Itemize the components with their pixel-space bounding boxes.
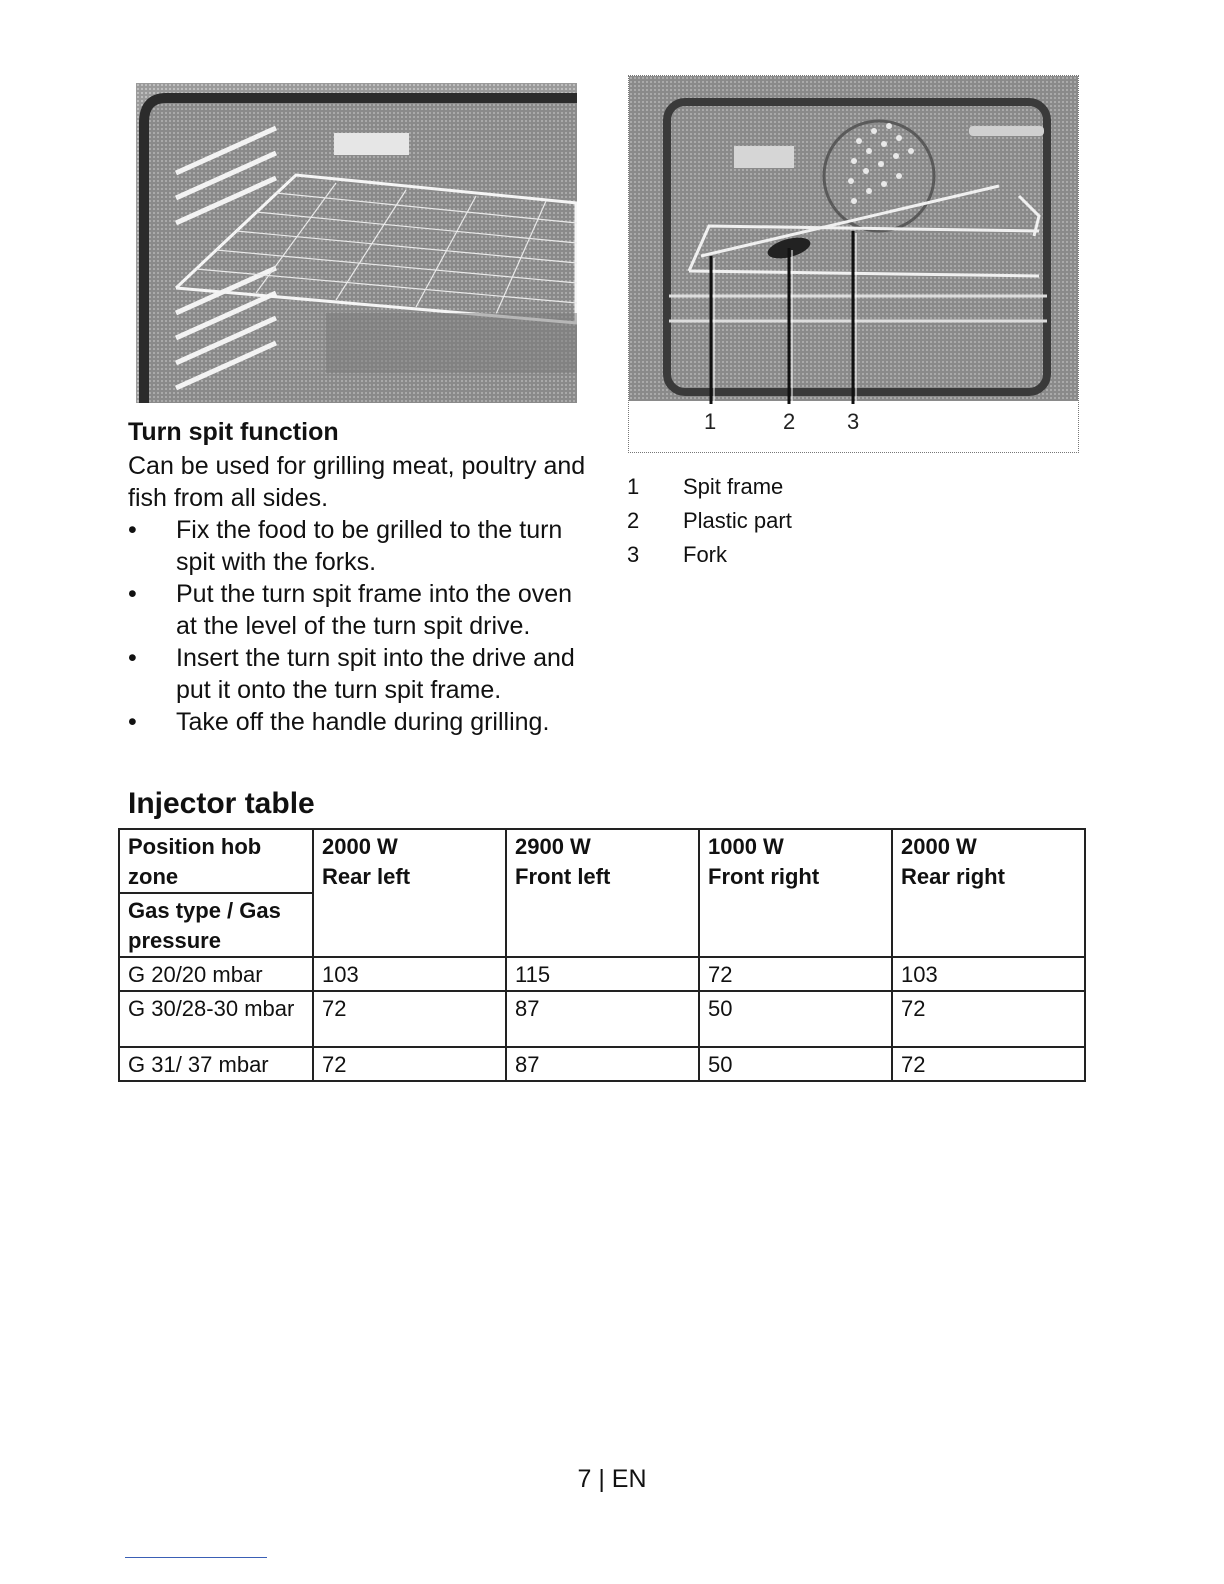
turn-spit-heading: Turn spit function <box>128 418 339 446</box>
header-col-1 <box>313 829 506 957</box>
col-zone: Rear left <box>322 864 411 889</box>
list-item <box>128 514 598 578</box>
legend-item <box>627 542 792 576</box>
table-cell: 72 <box>699 957 892 991</box>
list-item-text: Put the turn spit frame into the oven at the level of the turn spit drive. <box>176 580 573 640</box>
table-cell: 72 <box>892 991 1085 1047</box>
table-row <box>119 957 1085 991</box>
table-cell: 72 <box>313 991 506 1047</box>
bullet-icon: • <box>128 516 137 544</box>
gas-type-cell: G 20/20 mbar <box>119 957 313 991</box>
turn-spit-diagram <box>628 75 1079 453</box>
table-cell: 115 <box>506 957 699 991</box>
table-cell: 50 <box>699 1047 892 1081</box>
legend-item <box>627 474 792 508</box>
legend-number: 3 <box>627 542 640 567</box>
legend-number: 1 <box>627 474 640 499</box>
gas-type-cell: G 31/ 37 mbar <box>119 1047 313 1081</box>
col-power: 2900 W <box>515 834 591 859</box>
table-cell: 87 <box>506 991 699 1047</box>
bullet-icon: • <box>128 580 137 608</box>
table-header-row <box>119 829 1085 893</box>
callout-1: 1 <box>704 409 717 434</box>
oven-shelf-photo <box>136 83 577 403</box>
legend-item <box>627 508 792 542</box>
col-power: 2000 W <box>901 834 977 859</box>
header-col-2 <box>506 829 699 957</box>
callout-3: 3 <box>847 409 860 434</box>
bullet-icon: • <box>128 708 137 736</box>
col-zone: Front left <box>515 864 611 889</box>
header-position-cell: Position hob zone <box>119 829 313 893</box>
legend-number: 2 <box>627 508 640 533</box>
footnote-divider <box>125 1557 267 1558</box>
col-zone: Front right <box>708 864 820 889</box>
list-item-text: Fix the food to be grilled to the turn spit with the forks. <box>176 516 563 576</box>
table-row <box>119 1047 1085 1081</box>
header-col-3 <box>699 829 892 957</box>
table-row <box>119 991 1085 1047</box>
table-cell: 50 <box>699 991 892 1047</box>
col-power: 2000 W <box>322 834 398 859</box>
header-col-4 <box>892 829 1085 957</box>
table-cell: 103 <box>892 957 1085 991</box>
list-item <box>128 578 598 642</box>
table-cell: 72 <box>313 1047 506 1081</box>
table-cell: 72 <box>892 1047 1085 1081</box>
list-item <box>128 642 598 706</box>
instruction-list <box>128 514 598 738</box>
col-power: 1000 W <box>708 834 784 859</box>
turn-spit-intro: Can be used for grilling meat, poultry and fish from all sides. <box>128 452 586 512</box>
legend-label: Plastic part <box>683 508 792 533</box>
figure-legend <box>627 474 792 576</box>
gas-type-cell: G 30/28-30 mbar <box>119 991 313 1047</box>
injector-table <box>118 828 1086 1082</box>
list-item-text: Insert the turn spit into the drive and put it onto the turn spit frame. <box>176 644 575 704</box>
injector-table-heading: Injector table <box>128 787 315 820</box>
col-zone: Rear right <box>901 864 1005 889</box>
legend-label: Spit frame <box>683 474 784 499</box>
header-gas-cell: Gas type / Gas pressure <box>119 893 313 957</box>
table-cell: 103 <box>313 957 506 991</box>
table-cell: 87 <box>506 1047 699 1081</box>
bullet-icon: • <box>128 644 137 672</box>
legend-label: Fork <box>683 542 727 567</box>
page-number: 7 | EN <box>577 1465 647 1493</box>
callout-2: 2 <box>783 409 796 434</box>
list-item-text: Take off the handle during grilling. <box>176 708 550 736</box>
list-item <box>128 706 598 738</box>
